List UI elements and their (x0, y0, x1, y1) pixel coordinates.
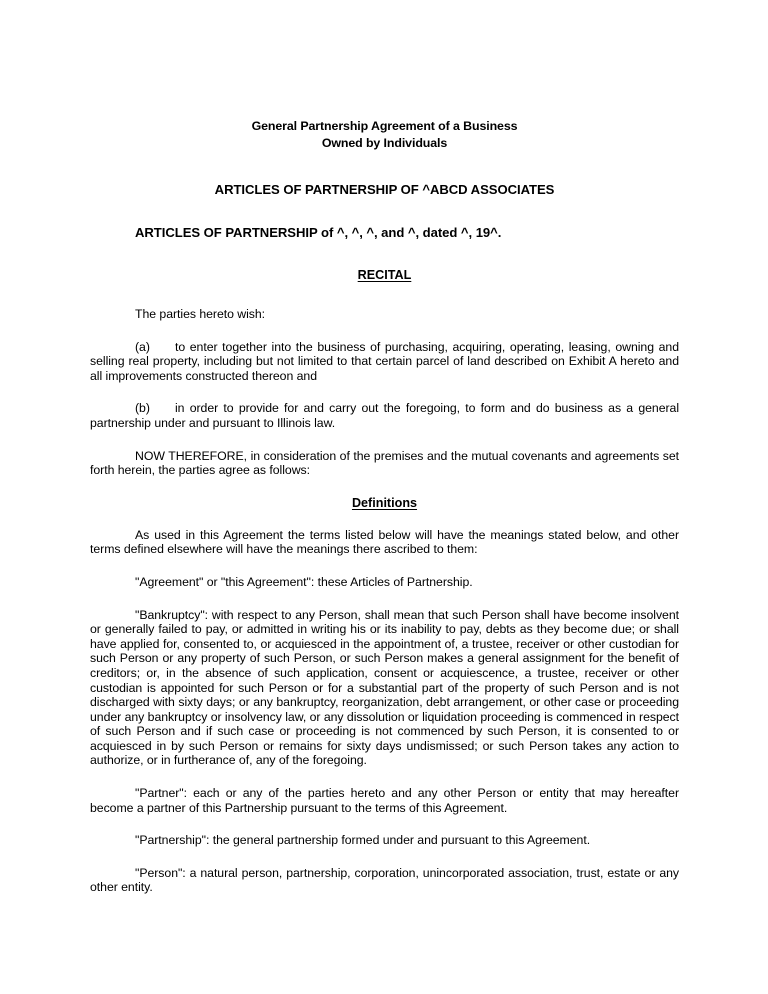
document-title-line-1: General Partnership Agreement of a Business (251, 119, 518, 133)
spacer (90, 197, 679, 225)
spacer (90, 557, 679, 575)
section-heading-recital: RECITAL (357, 268, 412, 282)
spacer (90, 478, 679, 496)
recital-item-a (90, 340, 679, 384)
definition-term-partnership: "Partnership": the general partnership formed under and pursuant to this Agreement. (135, 833, 591, 848)
spacer (90, 768, 679, 786)
recital-item-b-text: in order to provide for and carry out the foregoing, to form and do business as a general partnership under and pursuant to Illinois law. (90, 401, 679, 430)
recital-item-b (90, 401, 679, 430)
definitions-intro: As used in this Agreement the terms listed below will have the meanings stated below, and other terms defined elsewhere will have the meanings there ascribed to them: (90, 527, 679, 557)
spacer (90, 590, 679, 608)
spacer (90, 240, 679, 268)
recital-item-b-label: (b) (135, 401, 150, 416)
spacer (90, 848, 679, 866)
spacer (90, 431, 679, 449)
recital-intro: The parties hereto wish: (135, 307, 266, 321)
spacer (90, 282, 679, 307)
spacer (90, 151, 679, 182)
definition-term-partner: "Partner": each or any of the parties hereto and any other Person or entity that may hereafter become a partner of this Partnership pursuant to the terms of this Agreement. (90, 786, 679, 815)
document-title-line-2: Owned by Individuals (321, 135, 448, 150)
recital-item-a-text: to enter together into the business of purchasing, acquiring, operating, leasing, owning and selling real property, including but not limited to that certain parcel of land described on Exhibit A hereto and all improvements constructed thereon and (90, 339, 679, 383)
recital-now-therefore: NOW THEREFORE, in consideration of the premises and the mutual covenants and agreements set forth herein, the parties agree as follows: (90, 448, 679, 478)
document-title-block (90, 118, 679, 151)
heading-articles-parties: ARTICLES OF PARTNERSHIP of ^, ^, ^, and ^, dated ^, 19^. (135, 225, 502, 240)
recital-item-a-label: (a) (135, 339, 150, 354)
spacer (90, 322, 679, 340)
definition-term-person: "Person": a natural person, partnership, corporation, unincorporated association, trust, estate or any other entity. (90, 865, 679, 895)
spacer (90, 815, 679, 833)
spacer (90, 510, 679, 528)
definition-term-bankruptcy: "Bankruptcy": with respect to any Person, shall mean that such Person shall have become insolvent or generally failed to pay, or admitted in writing his or its inability to pay, debts as they become due; or shall have applied for, consented to, or acquiesced in the appointment of, a trustee, receiver or other custodian for such Person or any property of such Person, or such Person makes a general assignment for the benefit of creditors; or, in the absence of such application, consent or acquiescence, a trustee, receiver or other custodian is appointed for such Person or for a substantial part of the property of such Person and is not discharged with sixty days; or any bankruptcy, reorganization, debt arrangement, or other case or proceeding under any bankruptcy or insolvency law, or any dissolution or liquidation proceeding is commenced in respect of such Person and if such case or proceeding is not commenced by such Person, it is consented to or acquiesced in by such Person or remains for sixty days undismissed; or such Person takes any action to authorize, or in furtherance of, any of the foregoing. (90, 607, 679, 768)
heading-articles-of-partnership: ARTICLES OF PARTNERSHIP OF ^ABCD ASSOCIATES (214, 182, 555, 197)
document-body (90, 118, 679, 895)
spacer (90, 383, 679, 401)
section-heading-definitions: Definitions (351, 495, 418, 510)
definition-term-agreement: "Agreement" or "this Agreement": these Articles of Partnership. (135, 574, 473, 589)
